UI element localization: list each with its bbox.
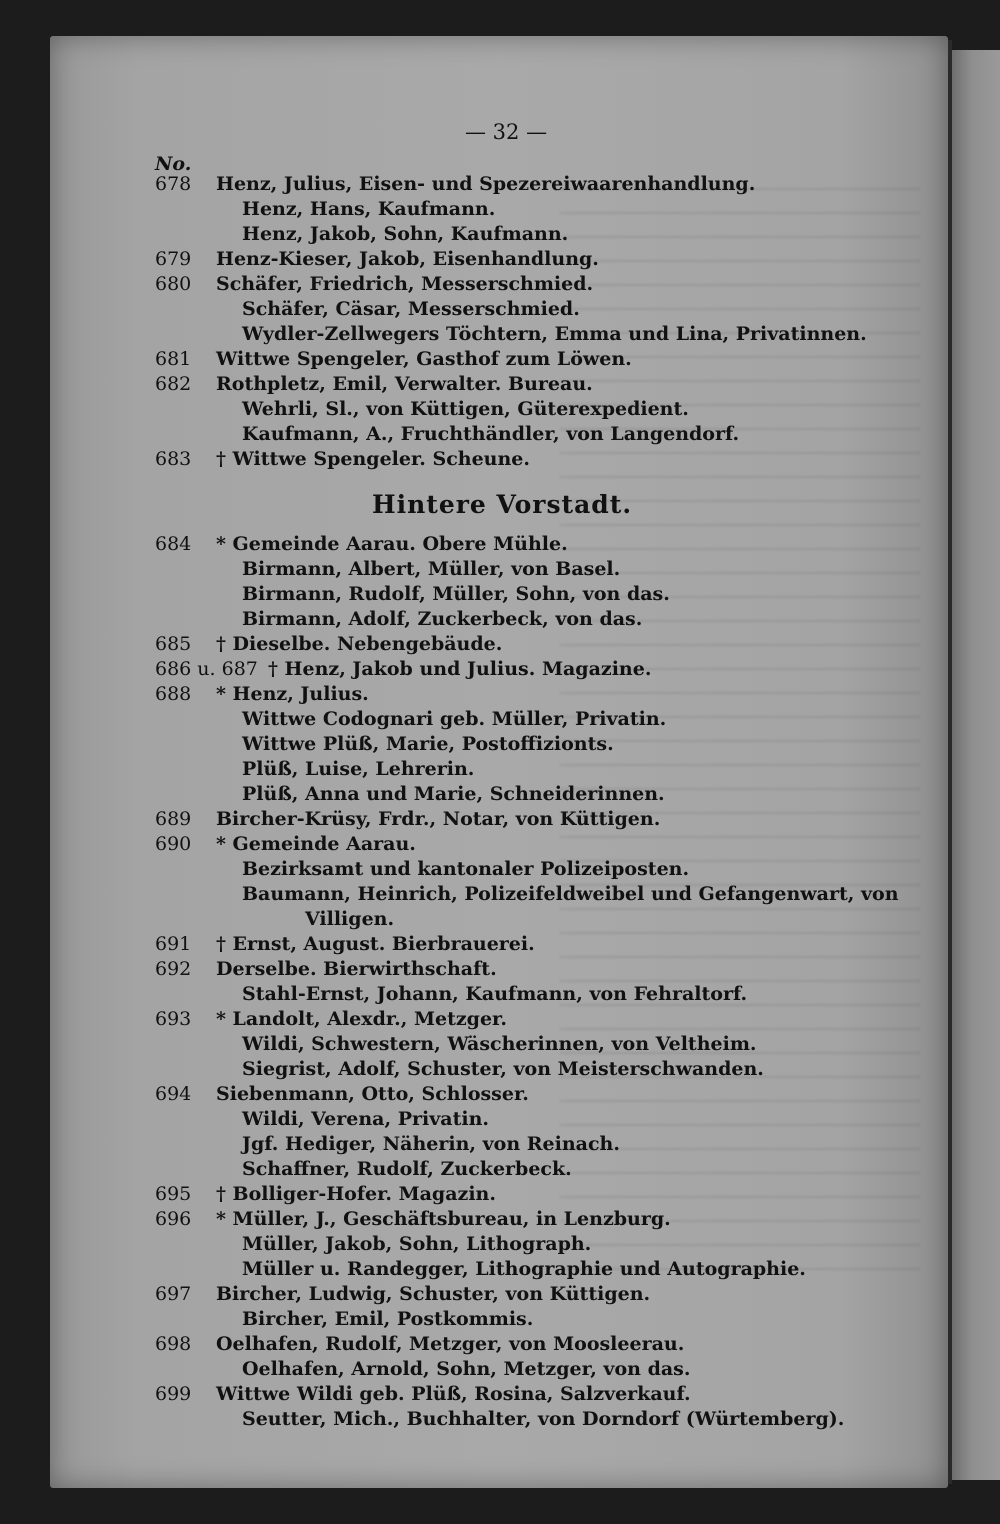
- entry-number: 695: [155, 1183, 192, 1205]
- entry-number: 698: [155, 1333, 192, 1355]
- entry-text: Bircher, Emil, Postkommis.: [242, 1308, 534, 1330]
- entry-number: 694: [155, 1083, 192, 1105]
- entry-text: Birmann, Adolf, Zuckerbeck, von das.: [242, 608, 643, 630]
- entry-text: Wehrli, Sl., von Küttigen, Güterexpedient.: [242, 398, 689, 420]
- entry-text: Müller u. Randegger, Lithographie und Autographie.: [242, 1258, 806, 1280]
- entry-text: * Landolt, Alexdr., Metzger.: [216, 1008, 507, 1030]
- entry-text: Wildi, Schwestern, Wäscherinnen, von Veltheim.: [242, 1033, 757, 1055]
- entry-text: Rothpletz, Emil, Verwalter. Bureau.: [216, 373, 593, 395]
- entry-text: Wittwe Plüß, Marie, Postoffizionts.: [242, 733, 614, 755]
- entry-number: 699: [155, 1383, 192, 1405]
- entry-text: Jgf. Hediger, Näherin, von Reinach.: [242, 1133, 620, 1155]
- entry-number: 680: [155, 273, 192, 295]
- entry-text: * Müller, J., Geschäftsbureau, in Lenzburg.: [216, 1208, 671, 1230]
- entry-text: Birmann, Albert, Müller, von Basel.: [242, 558, 621, 580]
- entry-number: 692: [155, 958, 192, 980]
- entry-text: † Ernst, August. Bierbrauerei.: [216, 933, 535, 955]
- entry-text: Wittwe Codognari geb. Müller, Privatin.: [242, 708, 667, 730]
- entry-number: 689: [155, 808, 192, 830]
- entry-text: Oelhafen, Arnold, Sohn, Metzger, von das.: [242, 1358, 691, 1380]
- entry-number: 682: [155, 373, 192, 395]
- entry-text: † Wittwe Spengeler. Scheune.: [216, 448, 530, 470]
- entry-text: Siebenmann, Otto, Schlosser.: [216, 1083, 529, 1105]
- entry-text: Seutter, Mich., Buchhalter, von Dorndorf (Würtemberg).: [242, 1408, 845, 1430]
- number-column-header: No.: [155, 153, 192, 175]
- adjacent-page-edge: [952, 50, 1000, 1480]
- entry-text: † Bolliger-Hofer. Magazin.: [216, 1183, 496, 1205]
- entry-text: † Dieselbe. Nebengebäude.: [216, 633, 503, 655]
- entry-number: 697: [155, 1283, 192, 1305]
- entry-text: Wittwe Wildi geb. Plüß, Rosina, Salzverkauf.: [216, 1383, 691, 1405]
- entry-text: Müller, Jakob, Sohn, Lithograph.: [242, 1233, 592, 1255]
- entry-number: 688: [155, 683, 192, 705]
- entry-text: Henz, Hans, Kaufmann.: [242, 198, 496, 220]
- entry-number: 678: [155, 173, 192, 195]
- entry-text: † Henz, Jakob und Julius. Magazine.: [268, 658, 652, 680]
- section-heading: Hintere Vorstadt.: [372, 490, 633, 519]
- entry-text: Siegrist, Adolf, Schuster, von Meisterschwanden.: [242, 1058, 764, 1080]
- entry-text: * Gemeinde Aarau.: [216, 833, 416, 855]
- entry-text: Bircher, Ludwig, Schuster, von Küttigen.: [216, 1283, 651, 1305]
- entry-text: Henz, Julius, Eisen- und Spezereiwaarenhandlung.: [216, 173, 756, 195]
- entry-number: 693: [155, 1008, 192, 1030]
- entry-text: Wittwe Spengeler, Gasthof zum Löwen.: [216, 348, 632, 370]
- entry-text: Schaffner, Rudolf, Zuckerbeck.: [242, 1158, 572, 1180]
- entry-text: Bircher-Krüsy, Frdr., Notar, von Küttigen.: [216, 808, 661, 830]
- entry-text: Birmann, Rudolf, Müller, Sohn, von das.: [242, 583, 670, 605]
- entry-text: Stahl-Ernst, Johann, Kaufmann, von Fehraltorf.: [242, 983, 748, 1005]
- entry-number: 681: [155, 348, 192, 370]
- entry-number: 690: [155, 833, 192, 855]
- entry-number: 683: [155, 448, 192, 470]
- entry-text: Plüß, Anna und Marie, Schneiderinnen.: [242, 783, 665, 805]
- entry-text: * Henz, Julius.: [216, 683, 369, 705]
- entry-text: Wydler-Zellwegers Töchtern, Emma und Lina, Privatinnen.: [242, 323, 867, 345]
- entry-text: Baumann, Heinrich, Polizeifeldweibel und Gefangenwart, von: [242, 883, 899, 905]
- entry-number: 691: [155, 933, 192, 955]
- entry-text: Wildi, Verena, Privatin.: [242, 1108, 489, 1130]
- entry-text: Derselbe. Bierwirthschaft.: [216, 958, 497, 980]
- entry-text: Schäfer, Cäsar, Messerschmied.: [242, 298, 580, 320]
- page-number: — 32 —: [465, 120, 548, 144]
- entry-text: Kaufmann, A., Fruchthändler, von Langendorf.: [242, 423, 740, 445]
- entry-text: Villigen.: [305, 908, 395, 930]
- entry-text: Plüß, Luise, Lehrerin.: [242, 758, 475, 780]
- entry-text: Schäfer, Friedrich, Messerschmied.: [216, 273, 594, 295]
- entry-text: Henz, Jakob, Sohn, Kaufmann.: [242, 223, 569, 245]
- entry-text: Henz-Kieser, Jakob, Eisenhandlung.: [216, 248, 599, 270]
- entry-number: 696: [155, 1208, 192, 1230]
- entry-number: 679: [155, 248, 192, 270]
- entry-text: Oelhafen, Rudolf, Metzger, von Moosleerau.: [216, 1333, 685, 1355]
- entry-number: 685: [155, 633, 192, 655]
- entry-text: Bezirksamt und kantonaler Polizeiposten.: [242, 858, 690, 880]
- entry-number: 684: [155, 533, 192, 555]
- entry-number: 686 u. 687: [155, 658, 258, 680]
- entry-text: * Gemeinde Aarau. Obere Mühle.: [216, 533, 568, 555]
